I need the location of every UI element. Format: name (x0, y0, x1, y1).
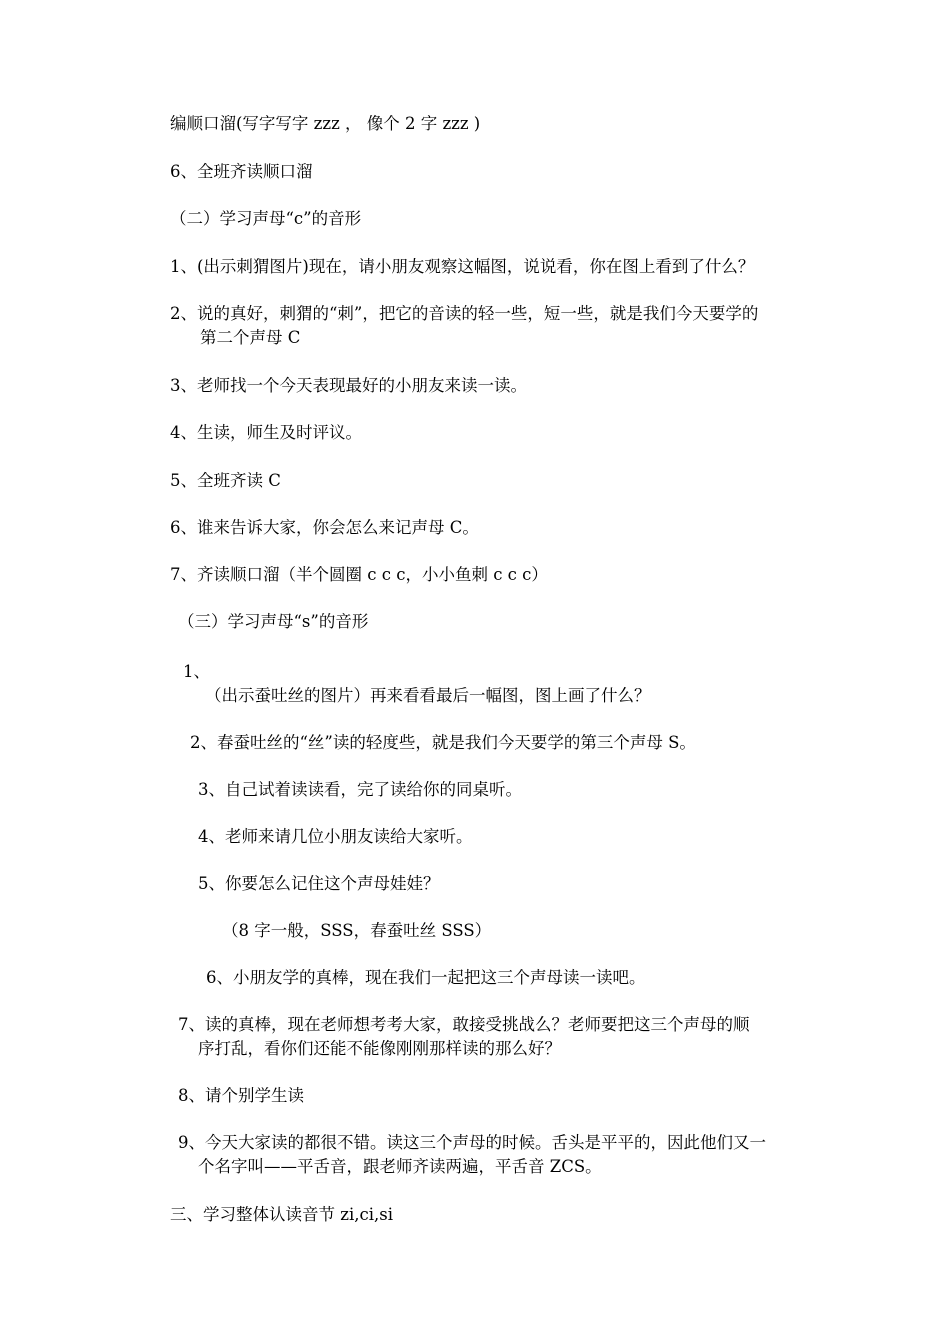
line-c-step-5: 5、全班齐读 C (170, 471, 281, 490)
line-c-step-4: 4、生读，师生及时评议。 (170, 423, 362, 442)
line-s-step-9-cont: 个名字叫——平舌音，跟老师齐读两遍，平舌音 ZCS。 (198, 1157, 602, 1176)
line-s-step-2: 2、春蚕吐丝的“丝”读的轻度些，就是我们今天要学的第三个声母 S。 (190, 733, 696, 752)
line-c-step-2: 2、说的真好，刺猬的“刺”，把它的音读的轻一些，短一些，就是我们今天要学的 (170, 304, 759, 323)
line-s-step-9: 9、今天大家读的都很不错。读这三个声母的时候。舌头是平平的，因此他们又一 (178, 1133, 766, 1152)
line-c-step-6: 6、谁来告诉大家，你会怎么来记声母 C。 (170, 518, 479, 537)
line-s-step-5-rhyme: （8 字一般，SSS，春蚕吐丝 SSS） (222, 921, 492, 940)
line-s-step-3: 3、自己试着读读看，完了读给你的同桌听。 (198, 780, 522, 799)
section-heading-3: 三、学习整体认读音节 zi,ci,si (170, 1205, 393, 1224)
line-s-step-1: （出示蚕吐丝的图片）再来看看最后一幅图，图上画了什么？ (205, 686, 651, 705)
line-s-step-7: 7、读的真棒，现在老师想考考大家，敢接受挑战么？老师要把这三个声母的顺 (178, 1015, 750, 1034)
line-c-step-3: 3、老师找一个今天表现最好的小朋友来读一读。 (170, 376, 527, 395)
line-c-step-1: 1、(出示刺猬图片)现在，请小朋友观察这幅图，说说看，你在图上看到了什么？ (170, 257, 755, 276)
line-s-step-8: 8、请个别学生读 (178, 1086, 304, 1105)
line-s-step-1-number: 1、 (183, 662, 210, 681)
section-heading-s: （三）学习声母“s”的音形 (178, 612, 369, 631)
line-s-step-5: 5、你要怎么记住这个声母娃娃？ (198, 874, 440, 893)
line-c-step-2-cont: 第二个声母 C (200, 328, 301, 347)
line-rhyme-z: 编顺口溜(写字写字 zzz ， 像个 2 字 zzz ) (170, 114, 481, 133)
section-heading-c: （二）学习声母“c”的音形 (170, 209, 362, 228)
line-s-step-4: 4、老师来请几位小朋友读给大家听。 (198, 827, 473, 846)
line-s-step-6: 6、小朋友学的真棒，现在我们一起把这三个声母读一读吧。 (206, 968, 646, 987)
line-step-6-recite: 6、全班齐读顺口溜 (170, 162, 313, 181)
line-s-step-7-cont: 序打乱，看你们还能不能像刚刚那样读的那么好？ (198, 1039, 561, 1058)
line-c-step-7: 7、齐读顺口溜（半个圆圈 c c c，小小鱼刺 c c c） (170, 565, 548, 584)
